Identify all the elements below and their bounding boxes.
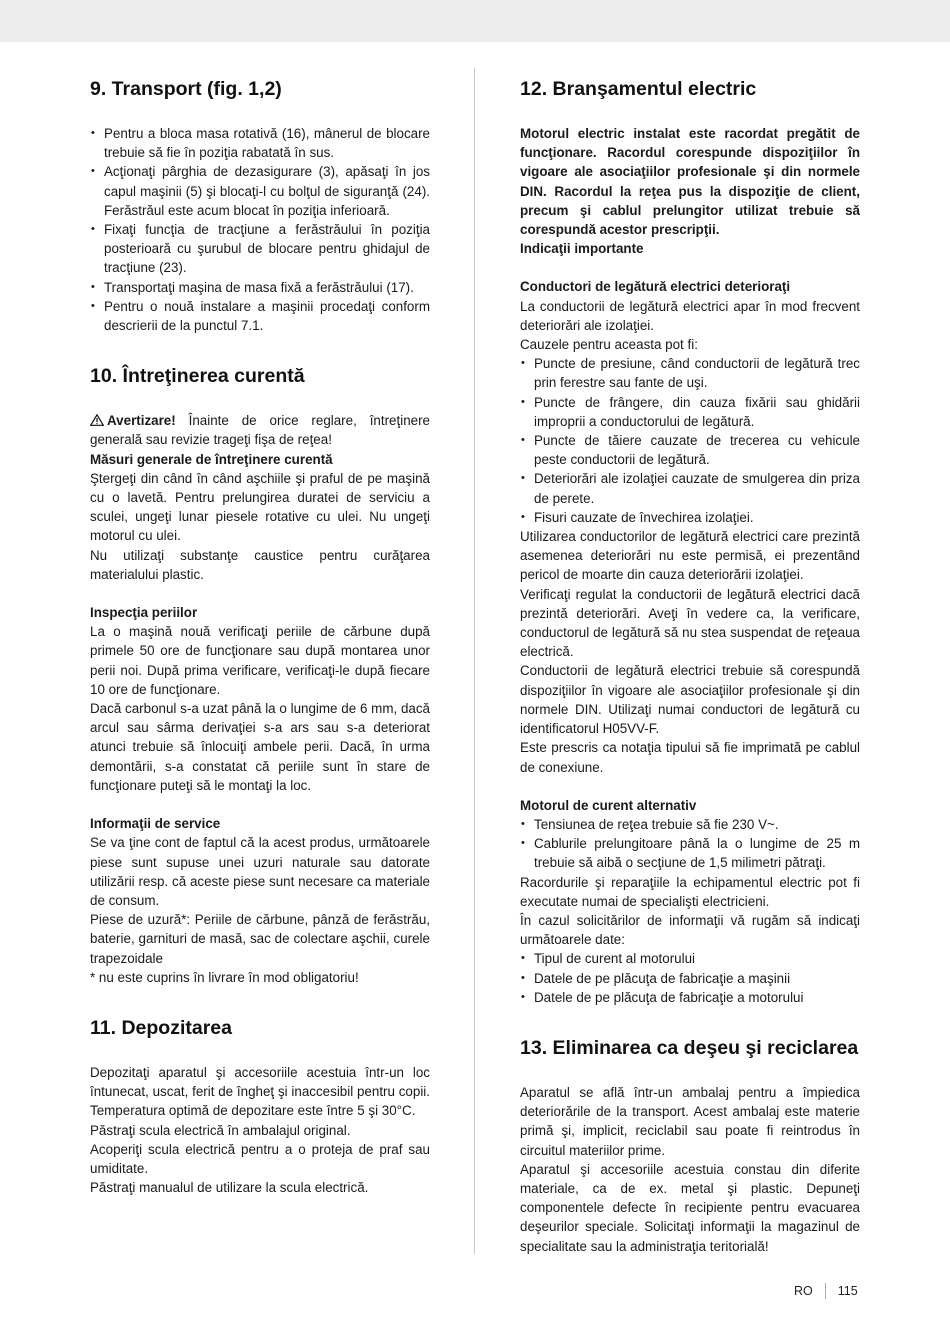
list-item: • Puncte de presiune, când conductorii de legătură trec prin ferestre sau fante de uşi. — [520, 354, 860, 392]
electric-intro: Motorul electric instalat este racordat pregătit de funcţionare. Racordul corespunde dispoziţiilor în vigoare ale asociaţiilor profesionale şi din normele DIN. Racordul la reţea pus la dispoziţie de client, precum şi cablul prelungitor utilizat trebuie să corespundă acestor prescripţii. — [520, 126, 860, 238]
ac-motor-heading: Motorul de curent alternativ — [520, 797, 697, 813]
causes-list — [520, 354, 860, 527]
ac-motor-list — [520, 815, 860, 873]
transport-list — [90, 124, 430, 335]
list-item: • Acţionaţi pârghia de dezasigurare (3), apăsaţi în jos capul maşinii (5) şi blocaţi-l cu bolţul de siguranţă (24). Ferăstrăul este acum blocat în poziţia inferioară. — [90, 162, 430, 220]
section-maintenance — [90, 361, 430, 987]
list-item: • Fixaţi funcţia de tracţiune a ferăstrăului în poziţia posterioară cu şurubul de blocare pentru ghidajul de tracţiune (23). — [90, 220, 430, 278]
list-item: • Puncte de tăiere cauzate de trecerea cu vehicule peste conductorii de legătură. — [520, 431, 860, 469]
paragraph: Piese de uzură*: Periile de cărbune, pânză de ferăstrău, baterie, garnituri de masă, sac de colectare aşchii, curele trapezoidale — [90, 912, 430, 966]
list-item: • Puncte de frângere, din cauza fixării sau ghidării improprii a conductorului de legătură. — [520, 393, 860, 431]
column-divider — [474, 68, 475, 1254]
important-notes-heading: Indicaţii importante — [520, 241, 644, 257]
paragraph: Cauzele pentru aceasta pot fi: — [520, 337, 698, 353]
section-title-maintenance: 10. Întreţinerea curentă — [90, 365, 305, 388]
service-info-heading: Informaţii de service — [90, 816, 221, 832]
page-footer — [794, 1283, 858, 1299]
list-item: • Pentru a bloca masa rotativă (16), mânerul de blocare trebuie să fie în poziţia rabatată în sus. — [90, 124, 430, 162]
section-storage — [90, 1013, 430, 1197]
damaged-conductors-heading: Conductori de legătură electrici deterioraţi — [520, 279, 791, 295]
paragraph: Acoperiţi scula electrică pentru a o proteja de praf sau umiditate. — [90, 1141, 430, 1176]
section-title-disposal: 13. Eliminarea ca deşeu şi reciclarea — [520, 1036, 859, 1059]
warning-label: Avertizare! — [107, 413, 176, 429]
warning-paragraph — [90, 411, 430, 449]
list-item: • Fisuri cauzate de învechirea izolaţiei. — [520, 508, 860, 527]
left-column — [90, 74, 430, 1223]
paragraph: Ştergeţi din când în când aşchiile şi praful de pe maşină cu o lavetă. Pentru prelungirea duratei de serviciu a sculei, ungeţi lunar piesele rotative cu ulei. Nu ungeţi motorul cu ulei. — [90, 470, 430, 544]
paragraph: Verificaţi regulat la conductorii de legătură electrici dacă prezintă deteriorări. Aveţi în vedere ca, la verificare, conductorul de legătură să nu stea suspendat de reţeaua electrică. — [520, 586, 860, 660]
paragraph: Nu utilizaţi substanţe caustice pentru curăţarea materialului plastic. — [90, 547, 430, 582]
list-item: • Transportaţi maşina de masa fixă a ferăstrăului (17). — [90, 278, 430, 297]
list-item: • Cablurile prelungitoare până la o lungime de 25 m trebuie să aibă o secţiune de 1,5 milimetri pătraţi. — [520, 834, 860, 872]
paragraph: Aparatul se află într-un ambalaj pentru a împiedica deteriorările de la transport. Acest ambalaj este materie primă şi, implicit, reciclabil sau poate fi reintrodus în circuitul materiilor prime. — [520, 1084, 860, 1158]
language-code: RO — [794, 1283, 826, 1299]
right-column — [520, 74, 860, 1282]
list-item: • Datele de pe plăcuţa de fabricaţie a motorului — [520, 988, 860, 1007]
list-item: • Tensiunea de reţea trebuie să fie 230 V~. — [520, 815, 860, 834]
warning-triangle-icon — [90, 414, 104, 426]
brush-inspection-heading: Inspecţia periilor — [90, 605, 198, 621]
required-data-list — [520, 949, 860, 1007]
paragraph: Conductorii de legătură electrici trebuie să corespundă dispoziţiilor în vigoare ale asociaţiilor profesionale şi din normele DIN. Utilizaţi numai conductori de legătură cu identificatorul H05VV-F. — [520, 663, 860, 737]
list-item: • Datele de pe plăcuţa de fabricaţie a maşinii — [520, 969, 860, 988]
general-maintenance-heading: Măsuri generale de întreţinere curentă — [90, 451, 333, 467]
section-title-electric: 12. Branşamentul electric — [520, 78, 757, 100]
paragraph: Dacă carbonul s-a uzat până la o lungime de 6 mm, dacă arcul sau sârma derivaţiei s-a ars sau s-a deteriorat atunci trebuie să înlocuiţi ambele perii. Dacă, în urma demontării, s-a constatat că periile sunt în stare de funcţionare puteţi să le montaţi la loc. — [90, 701, 430, 793]
list-item: • Deteriorări ale izolaţiei cauzate de smulgerea din priza de perete. — [520, 469, 860, 507]
paragraph: * nu este cuprins în livrare în mod obligatoriu! — [90, 969, 359, 985]
paragraph: Depozitaţi aparatul şi accesoriile acestuia într-un loc întunecat, uscat, ferit de îngheţ şi inaccesibil pentru copii. Temperatura optimă de depozitare este între 5 şi 30°C. — [90, 1064, 430, 1119]
top-band — [0, 0, 950, 42]
list-item: • Tipul de curent al motorului — [520, 949, 860, 968]
section-transport — [90, 74, 430, 335]
section-disposal — [520, 1033, 860, 1256]
paragraph: Racordurile şi reparaţiile la echipamentul electric pot fi executate numai de specialişti electricieni. — [520, 874, 860, 909]
paragraph: Este prescris ca notaţia tipului să fie imprimată pe cablul de conexiune. — [520, 740, 860, 775]
paragraph: În cazul solicitărilor de informaţii vă rugăm să indicaţi următoarele date: — [520, 912, 860, 948]
page-number: 115 — [837, 1284, 858, 1298]
paragraph: Aparatul şi accesoriile acestuia constau din diferite materiale, ca de ex. metal şi plastic. Depuneţi componentele defecte în recipiente pentru evacuarea deşeurilor speciale. Solicitaţi informaţii la magazinul de specialitate sau la administraţia teritorială! — [520, 1161, 860, 1254]
paragraph: La o maşină nouă verificaţi periile de cărbune după primele 50 ore de funcţionare sau după montarea unor perii noi. După prima verificare, verificaţi-le după fiecare 10 ore de funcţionare. — [90, 624, 430, 697]
paragraph: Păstraţi scula electrică în ambalajul original. — [90, 1122, 351, 1138]
section-title-storage: 11. Depozitarea — [90, 1016, 232, 1039]
paragraph: La conductorii de legătură electrici apar în mod frecvent deteriorări ale izolaţiei. — [520, 298, 860, 333]
paragraph: Utilizarea conductorilor de legătură electrici care prezintă asemenea deteriorări nu este permisă, ei prezentând pericol de moarte din cauza deteriorării izolaţiei. — [520, 529, 860, 583]
section-title-transport: 9. Transport (fig. 1,2) — [90, 78, 282, 100]
paragraph: Se va ţine cont de faptul că la acest produs, următoarele piese sunt supuse unei uzuri naturale sau datorate utilizării resp. că aceste piese sunt necesare ca materiale de consum. — [90, 835, 430, 908]
section-electric — [520, 74, 860, 1007]
warning-text: Înainte de orice reglare, întreţinere generală sau revizie trageţi fişa de reţea! — [90, 413, 430, 448]
list-item: • Pentru o nouă instalare a maşinii procedaţi conform descrierii de la punctul 7.1. — [90, 297, 430, 335]
paragraph: Păstraţi manualul de utilizare la scula electrică. — [90, 1180, 369, 1196]
